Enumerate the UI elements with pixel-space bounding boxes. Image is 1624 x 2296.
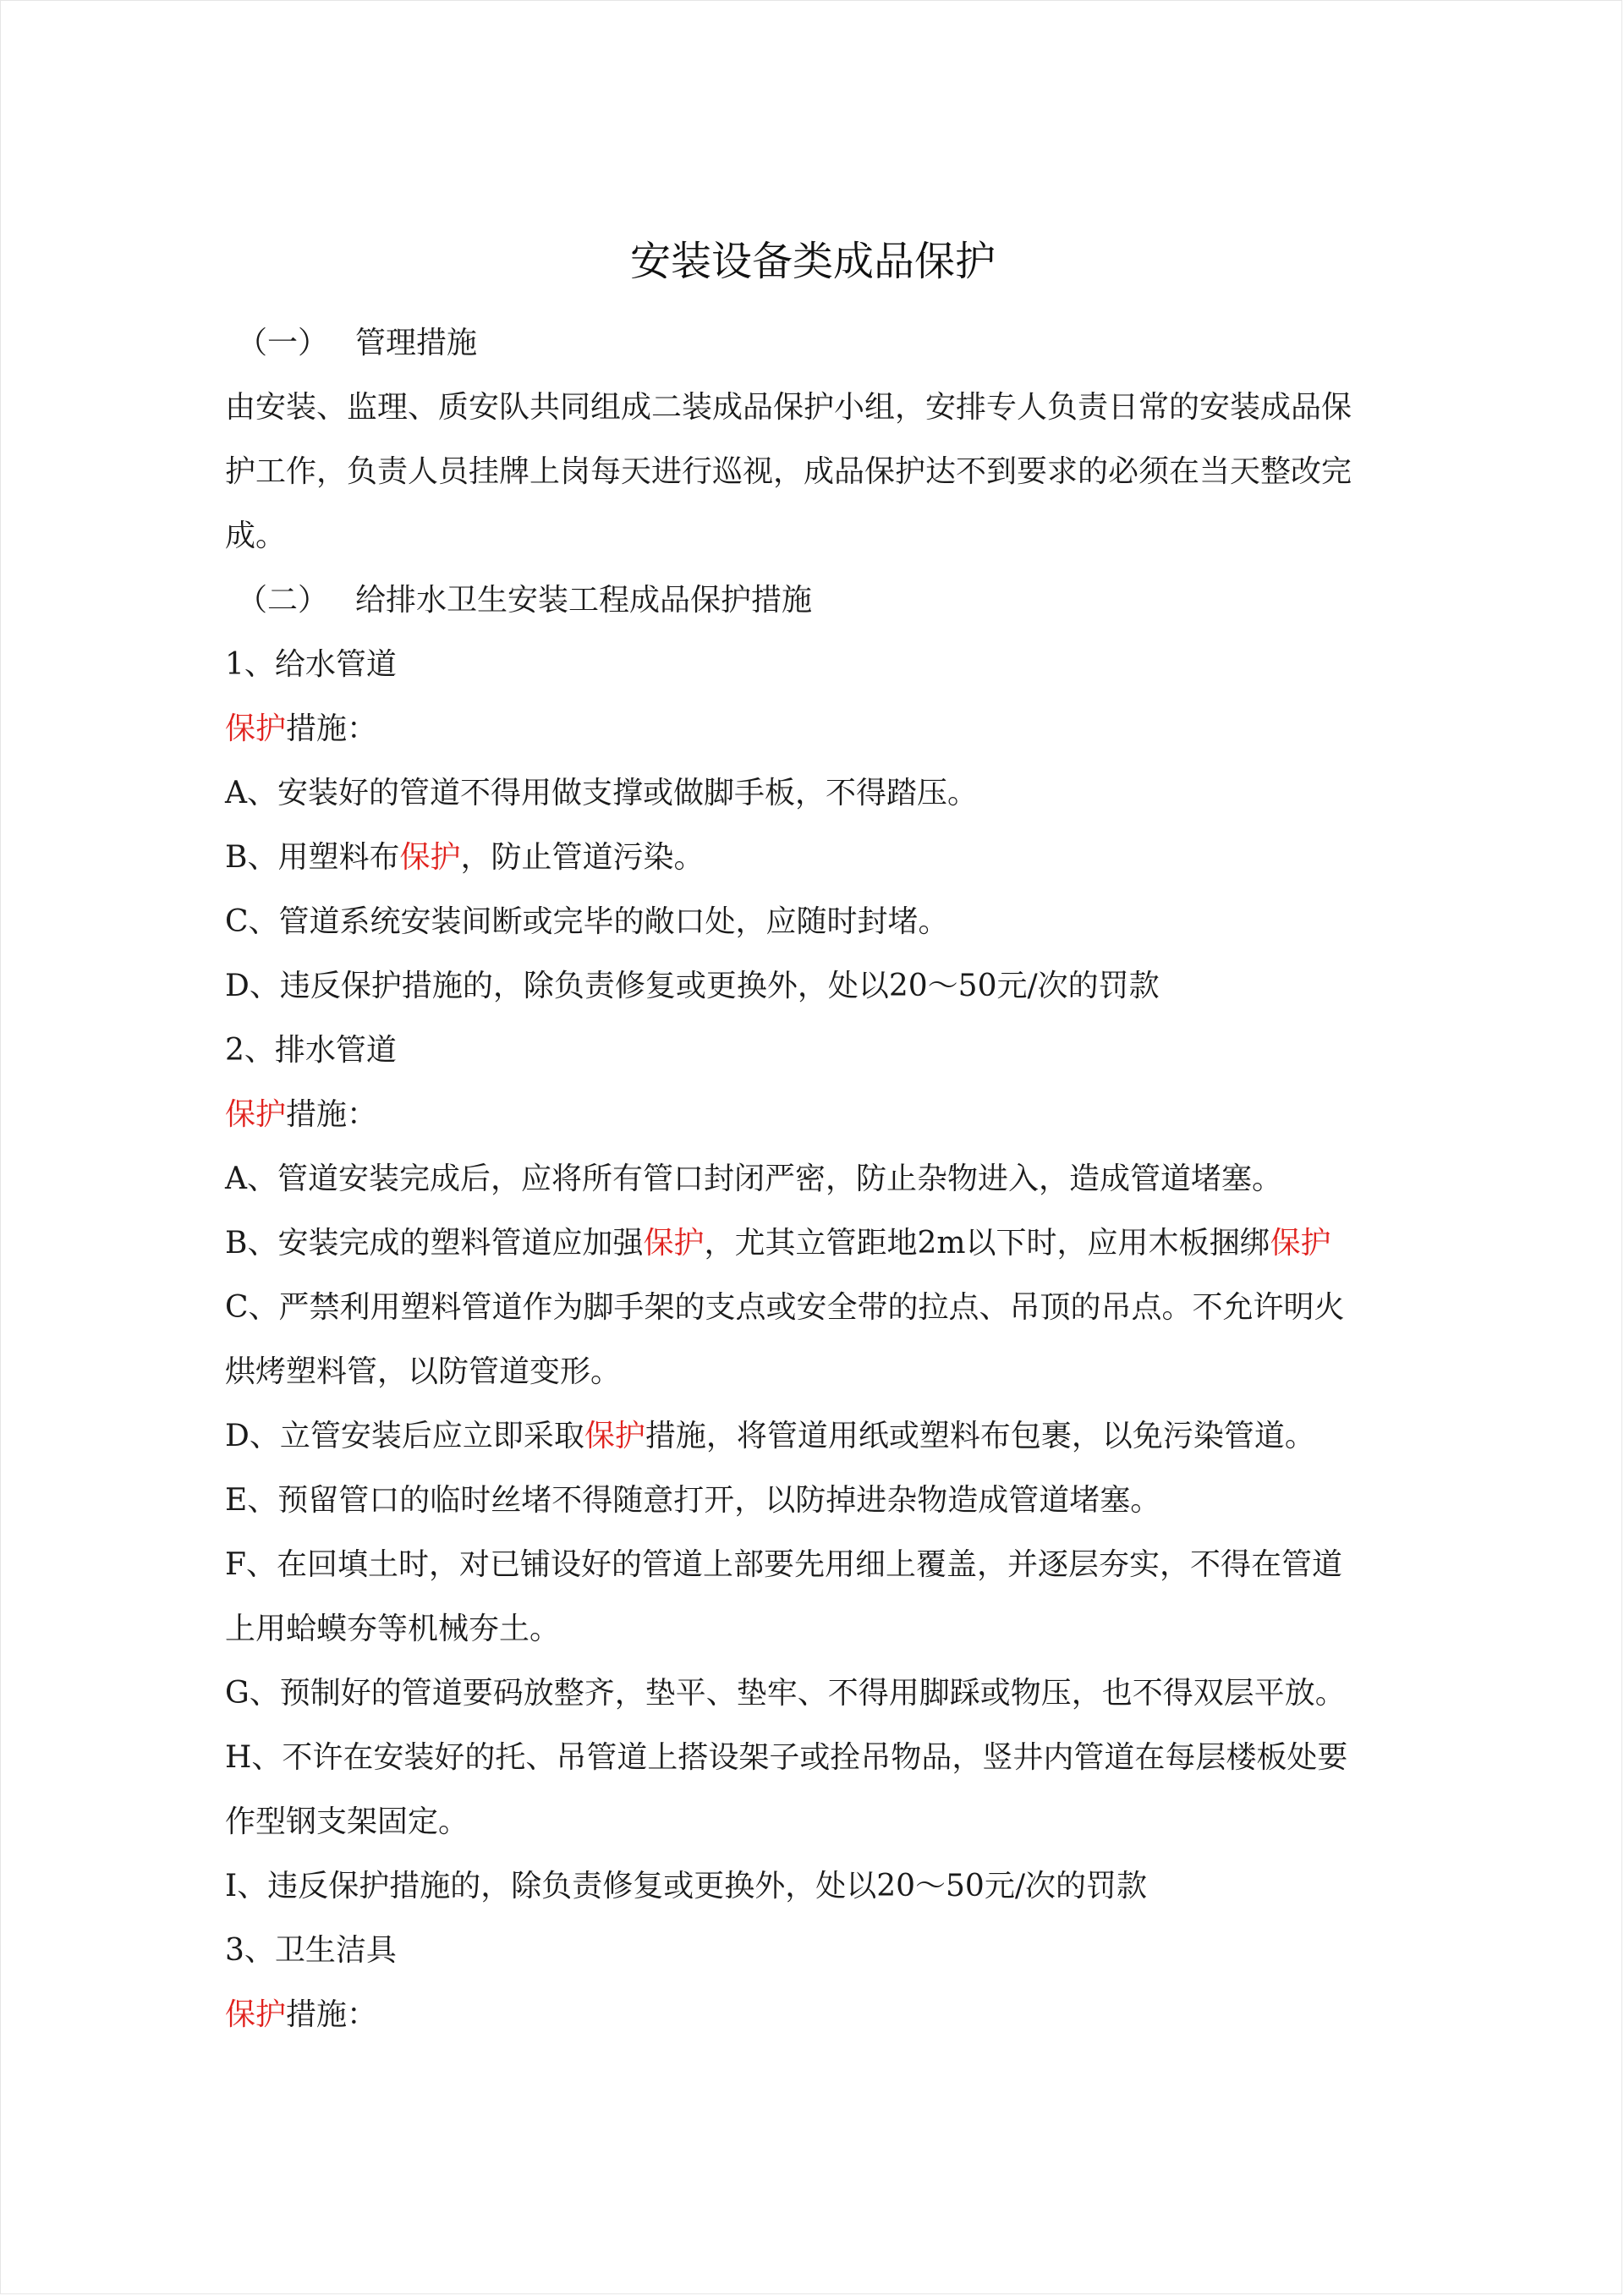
text-segment: 措施，将管道用纸或塑料布包裹，以免污染管道。 xyxy=(645,1419,1315,1453)
highlight-text: 保护 xyxy=(643,1226,705,1261)
paragraph-line: 成。 xyxy=(225,519,287,553)
paragraph-line: 作型钢支架固定。 xyxy=(225,1804,469,1839)
paragraph-line: H、不许在安装好的托、吊管道上搭设架子或拴吊物品，竖井内管道在每层楼板处要 xyxy=(225,1740,1348,1775)
label-text: 措施： xyxy=(286,1097,378,1132)
paragraph-line: G、预制好的管道要码放整齐，垫平、垫牢、不得用脚踩或物压，也不得双层平放。 xyxy=(225,1676,1346,1711)
section-number: （一） xyxy=(237,326,329,360)
paragraph-line xyxy=(225,826,1443,890)
paragraph-line: 上用蛤蟆夯等机械夯土。 xyxy=(225,1612,561,1646)
paragraph-line: A、安装好的管道不得用做支撑或做脚手板，不得踏压。 xyxy=(225,776,978,810)
paragraph-line: 烘烤塑料管，以防管道变形。 xyxy=(225,1354,622,1389)
text-segment: ，尤其立管距地2m以下时，应用木板捆绑 xyxy=(704,1226,1270,1261)
paragraph-line: E、预留管口的临时丝堵不得随意打开，以防掉进杂物造成管道堵塞。 xyxy=(225,1483,1161,1518)
highlight-text: 保护 xyxy=(399,840,461,875)
highlight-text: 保护 xyxy=(225,1997,287,2032)
highlight-text: 保护 xyxy=(1270,1226,1331,1261)
measures-label xyxy=(225,697,1443,761)
highlight-text: 保护 xyxy=(225,1097,287,1132)
document-title: 安装设备类成品保护 xyxy=(629,238,996,285)
section-number: （二） xyxy=(237,583,329,618)
paragraph-line: 护工作，负责人员挂牌上岗每天进行巡视，成品保护达不到要求的必须在当天整改完 xyxy=(225,454,1352,489)
paragraph-line: 由安装、监理、质安队共同组成二装成品保护小组，安排专人负责日常的安装成品保 xyxy=(225,390,1352,425)
paragraph-line: F、在回填土时，对已铺设好的管道上部要先用细上覆盖，并逐层夯实，不得在管道 xyxy=(225,1547,1342,1582)
paragraph-line: 2、排水管道 xyxy=(225,1033,397,1068)
label-text: 措施： xyxy=(286,711,378,746)
document-body xyxy=(225,311,1443,2047)
paragraph-line: 1、给水管道 xyxy=(225,647,397,682)
section-title: 管理措施 xyxy=(355,326,478,360)
highlight-text: 保护 xyxy=(225,711,287,746)
paragraph-line: I、违反保护措施的，除负责修复或更换外，处以20～50元/次的罚款 xyxy=(225,1869,1147,1903)
paragraph-line: D、违反保护措施的，除负责修复或更换外，处以20～50元/次的罚款 xyxy=(225,969,1160,1003)
paragraph-line xyxy=(225,1404,1443,1469)
measures-label xyxy=(225,1983,1443,2047)
paragraph-line: C、严禁利用塑料管道作为脚手架的支点或安全带的拉点、吊顶的吊点。不允许明火 xyxy=(225,1290,1345,1325)
paragraph-line: C、管道系统安装间断或完毕的敞口处，应随时封堵。 xyxy=(225,904,949,939)
paragraph-line xyxy=(225,1211,1443,1276)
text-segment: ，防止管道污染。 xyxy=(460,840,705,875)
section-heading xyxy=(225,569,1443,633)
paragraph-line: 3、卫生洁具 xyxy=(225,1933,397,1968)
measures-label xyxy=(225,1083,1443,1147)
text-segment: B、用塑料布 xyxy=(225,840,400,875)
section-heading xyxy=(225,311,1443,376)
paragraph-line: A、管道安装完成后，应将所有管口封闭严密，防止杂物进入，造成管道堵塞。 xyxy=(225,1162,1282,1196)
text-segment: B、安装完成的塑料管道应加强 xyxy=(225,1226,644,1261)
text-segment: D、立管安装后应立即采取 xyxy=(225,1419,584,1453)
highlight-text: 保护 xyxy=(584,1419,645,1453)
section-title: 给排水卫生安装工程成品保护措施 xyxy=(355,583,813,618)
label-text: 措施： xyxy=(286,1997,378,2032)
